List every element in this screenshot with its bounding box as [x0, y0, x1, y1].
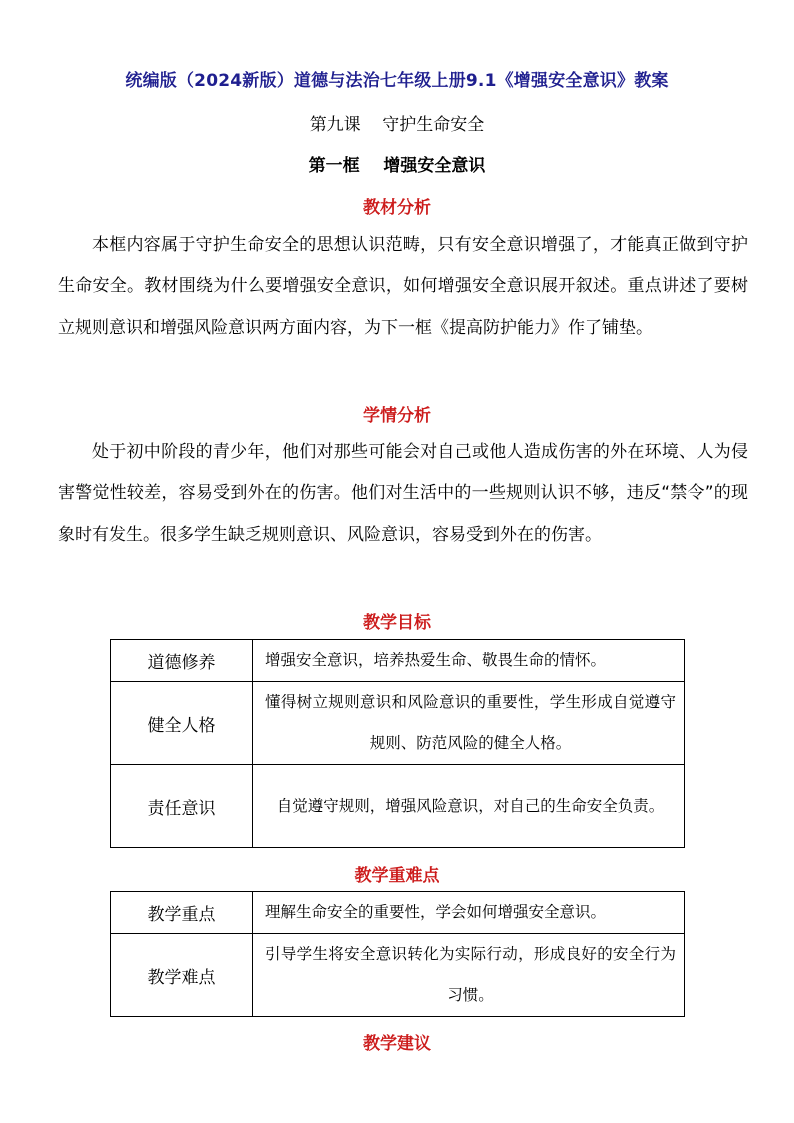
textbook-analysis-heading: 教材分析 [363, 198, 431, 218]
table-row [111, 934, 685, 1017]
student-analysis-heading: 学情分析 [363, 406, 431, 426]
goal-value: 懂得树立规则意识和风险意识的重要性，学生形成自觉遵守规则、防范风险的健全人格。 [253, 682, 685, 765]
key-point-label: 教学重点 [111, 892, 253, 934]
goal-value: 增强安全意识，培养热爱生命、敬畏生命的情怀。 [253, 640, 685, 682]
table-row [111, 765, 685, 848]
table-row [111, 892, 685, 934]
lesson-title: 第九课 守护生命安全 [309, 115, 485, 135]
goal-label: 道德修养 [111, 640, 253, 682]
teaching-goals-heading: 教学目标 [363, 613, 431, 633]
teaching-suggestions-heading: 教学建议 [363, 1034, 431, 1054]
table-row [111, 682, 685, 765]
key-point-value: 理解生命安全的重要性，学会如何增强安全意识。 [253, 892, 685, 934]
key-points-heading: 教学重难点 [354, 866, 440, 886]
textbook-analysis-paragraph: 本框内容属于守护生命安全的思想认识范畴，只有安全意识增强了，才能真正做到守护生命安全。教材围绕为什么要增强安全意识，如何增强安全意识展开叙述。重点讲述了要树立规则意识和增强风险意识两方面内容，为下一框《提高防护能力》作了铺垫。 [58, 235, 748, 338]
student-analysis-paragraph: 处于初中阶段的青少年，他们对那些可能会对自己或他人造成伤害的外在环境、人为侵害警觉性较差，容易受到外在的伤害。他们对生活中的一些规则认识不够，违反“禁令”的现象时有发生。很多学生缺乏规则意识、风险意识，容易受到外在的伤害。 [58, 442, 748, 545]
table-row [111, 640, 685, 682]
document-title: 统编版（2024新版）道德与法治七年级上册9.1《增强安全意识》教案 [125, 71, 669, 91]
section-title: 第一框 增强安全意识 [308, 156, 486, 176]
teaching-goals-table [110, 639, 685, 848]
goal-label: 健全人格 [111, 682, 253, 765]
key-points-table [110, 891, 685, 1017]
goal-value: 自觉遵守规则，增强风险意识，对自己的生命安全负责。 [253, 765, 685, 848]
difficult-point-label: 教学难点 [111, 934, 253, 1017]
goal-label: 责任意识 [111, 765, 253, 848]
difficult-point-value: 引导学生将安全意识转化为实际行动，形成良好的安全行为习惯。 [253, 934, 685, 1017]
